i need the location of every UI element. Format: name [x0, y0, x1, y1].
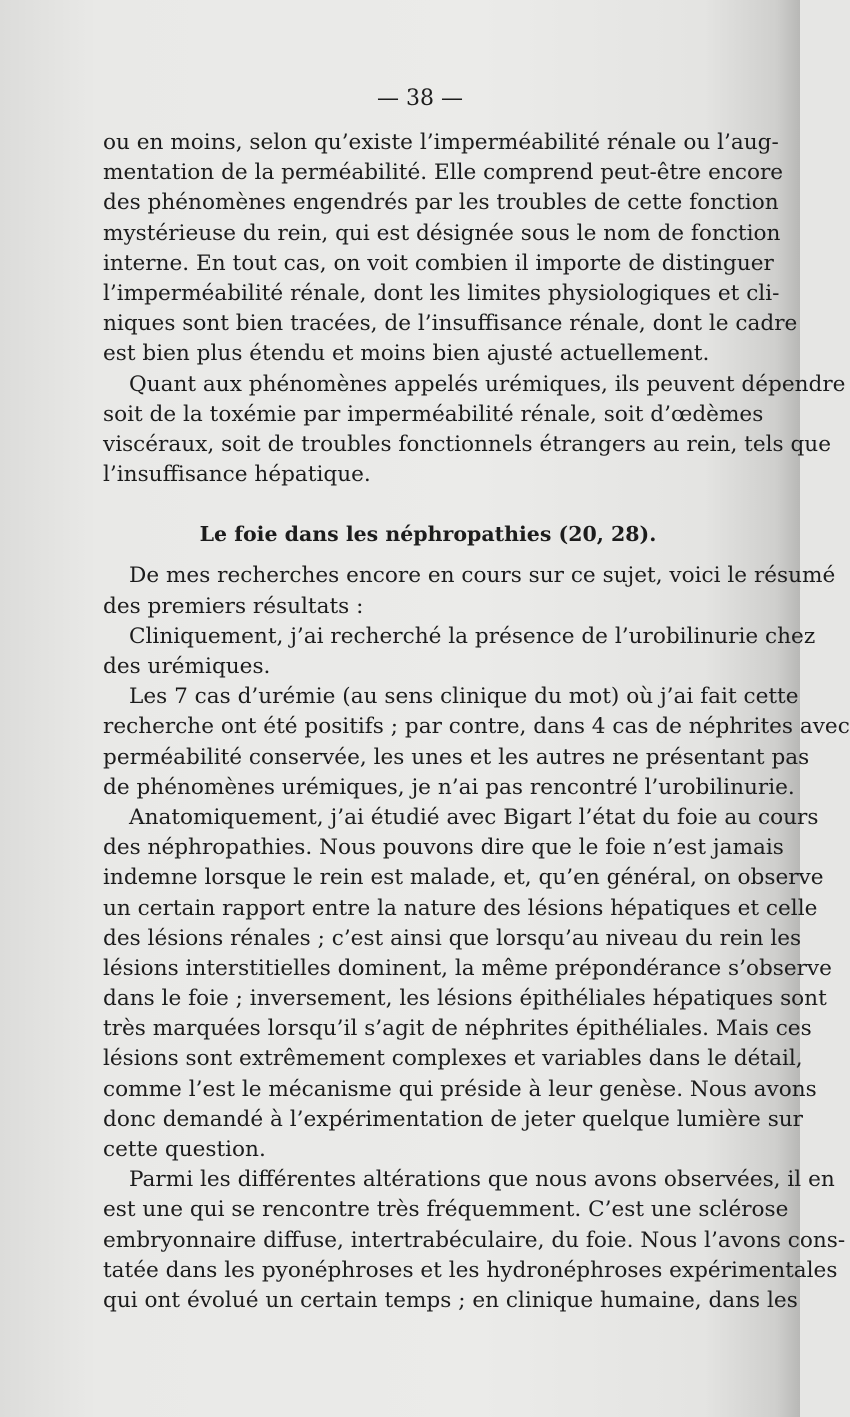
text-line: mentation de la perméabilité. Elle comprend peut-être encore	[103, 160, 784, 186]
text-line: est bien plus étendu et moins bien ajusté actuellement.	[103, 341, 710, 367]
text-line: mystérieuse du rein, qui est désignée sous le nom de fonction	[103, 220, 781, 246]
text-line: de phénomènes urémiques, je n’ai pas rencontré l’urobilinurie.	[103, 774, 795, 800]
text-line: tatée dans les pyonéphroses et les hydronéphroses expérimentales	[103, 1257, 838, 1283]
text-line: qui ont évolué un certain temps ; en clinique humaine, dans les	[103, 1287, 798, 1313]
text-line: Parmi les différentes altérations que nous avons observées, il en	[129, 1167, 835, 1193]
paragraph	[103, 370, 846, 491]
text-line: ou en moins, selon qu’existe l’imperméabilité rénale ou l’aug-	[103, 130, 779, 155]
text-line: lésions sont extrêmement complexes et variables dans le détail,	[103, 1046, 803, 1072]
text-line: niques sont bien tracées, de l’insuffisance rénale, dont le cadre	[103, 311, 798, 337]
paragraph	[103, 128, 798, 370]
text-line: un certain rapport entre la nature des lésions hépatiques et celle	[103, 895, 818, 921]
text-line: très marquées lorsqu’il s’agit de néphrites épithéliales. Mais ces	[103, 1016, 812, 1042]
text-line: Quant aux phénomènes appelés urémiques, ils peuvent dépendre	[129, 371, 846, 397]
text-line: soit de la toxémie par imperméabilité rénale, soit d’œdèmes	[103, 401, 764, 427]
text-line: cette question.	[103, 1137, 266, 1162]
paragraph	[103, 803, 832, 1165]
text-line: l’imperméabilité rénale, dont les limites physiologiques et cli-	[103, 280, 780, 306]
text-line: dans le foie ; inversement, les lésions épithéliales hépatiques sont	[103, 986, 827, 1012]
text-line: viscéraux, soit de troubles fonctionnels étrangers au rein, tels que	[103, 431, 831, 457]
text-line: lésions interstitielles dominent, la même prépondérance s’observe	[103, 955, 832, 981]
text-line: des lésions rénales ; c’est ainsi que lorsqu’au niveau du rein les	[103, 925, 802, 951]
paragraph	[103, 682, 850, 803]
paragraph	[103, 622, 816, 682]
text-line: des urémiques.	[103, 654, 271, 679]
text-line: comme l’est le mécanisme qui préside à leur genèse. Nous avons	[103, 1076, 817, 1102]
text-line: Les 7 cas d’urémie (au sens clinique du mot) où j’ai fait cette	[129, 684, 799, 710]
paragraph	[103, 1165, 846, 1316]
text-line: embryonnaire diffuse, intertrabéculaire, du foie. Nous l’avons cons-	[103, 1227, 846, 1253]
text-line: Cliniquement, j’ai recherché la présence de l’urobilinurie chez	[129, 623, 816, 649]
paragraph	[103, 561, 836, 621]
section-heading: Le foie dans les néphropathies (20, 28).	[199, 522, 657, 547]
text-line: donc demandé à l’expérimentation de jeter quelque lumière sur	[103, 1106, 804, 1132]
page-body	[103, 128, 850, 1316]
page-number: — 38 —	[377, 86, 463, 111]
text-line: des néphropathies. Nous pouvons dire que le foie n’est jamais	[103, 835, 784, 861]
text-line: De mes recherches encore en cours sur ce sujet, voici le résumé	[129, 563, 836, 589]
text-line: l’insuffisance hépatique.	[103, 462, 371, 488]
text-line: perméabilité conservée, les unes et les autres ne présentant pas	[103, 744, 810, 770]
text-line: Anatomiquement, j’ai étudié avec Bigart l’état du foie au cours	[129, 804, 819, 830]
text-line: est une qui se rencontre très fréquemment. C’est une sclérose	[103, 1197, 789, 1223]
text-line: des phénomènes engendrés par les troubles de cette fonction	[103, 190, 779, 216]
text-line: des premiers résultats :	[103, 593, 364, 619]
text-line: recherche ont été positifs ; par contre, dans 4 cas de néphrites avec	[103, 714, 850, 740]
text-line: interne. En tout cas, on voit combien il importe de distinguer	[103, 250, 774, 276]
text-line: indemne lorsque le rein est malade, et, qu’en général, on observe	[103, 865, 824, 891]
